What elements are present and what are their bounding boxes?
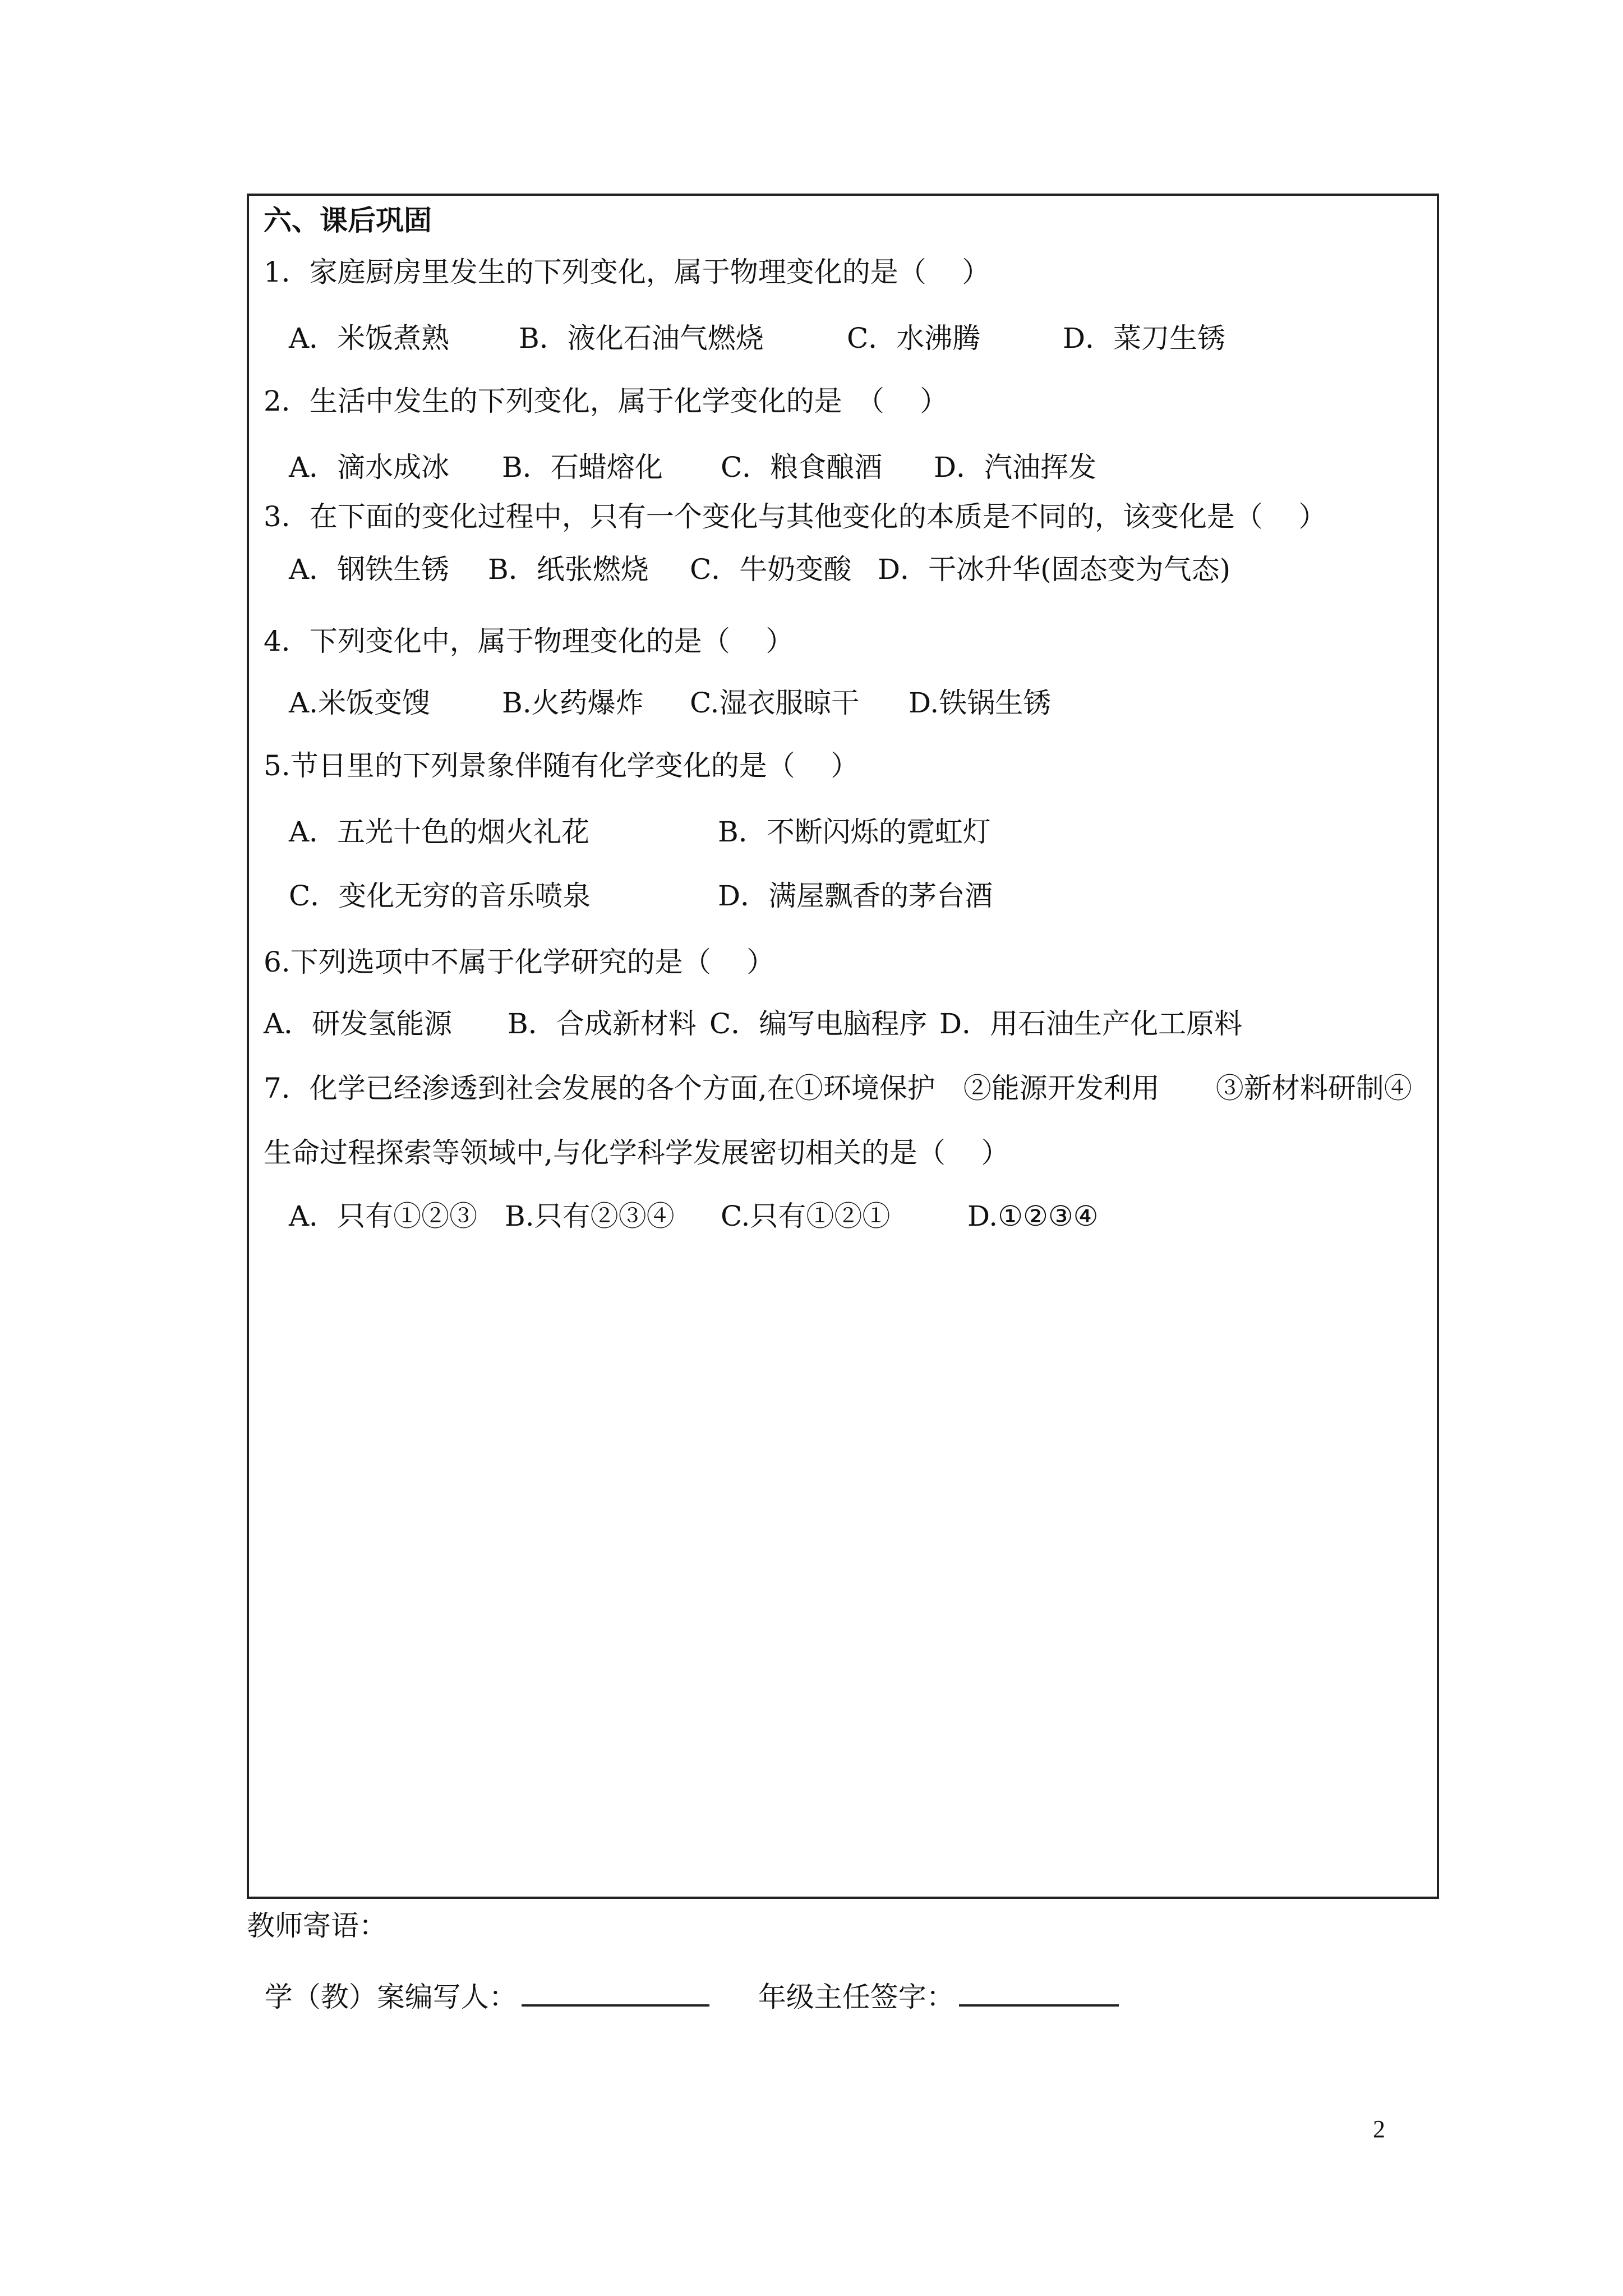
question-3-option-a: A．钢铁生锈 <box>289 553 450 586</box>
question-6-option-a: A．研发氢能源 <box>264 1007 453 1040</box>
page-number: 2 <box>1373 2115 1385 2143</box>
grade-head-signature-line[interactable] <box>959 2002 1119 2007</box>
grade-head-row <box>740 1955 1119 2011</box>
question-5-option-a: A．五光十色的烟火礼花 <box>289 816 590 848</box>
question-4-stem: 4．下列变化中，属于物理变化的是（ ） <box>264 625 794 657</box>
question-5-option-b: B．不断闪烁的霓虹灯 <box>718 816 991 848</box>
teacher-message-label: 教师寄语： <box>247 1910 387 1942</box>
question-2-option-d: D．汽油挥发 <box>934 451 1097 484</box>
question-7-option-d: D.①②③④ <box>967 1200 1099 1232</box>
question-6-option-d: D．用石油生产化工原料 <box>939 1007 1243 1040</box>
question-1-option-a: A．米饭煮熟 <box>289 322 450 355</box>
question-1-option-c: C．水沸腾 <box>847 322 981 355</box>
question-4-option-d: D.铁锅生锈 <box>909 687 1052 719</box>
question-2-option-a: A．滴水成冰 <box>289 451 450 484</box>
writer-row <box>247 1955 709 2011</box>
question-3-option-b: B．纸张燃烧 <box>488 553 649 586</box>
question-1-option-b: B．液化石油气燃烧 <box>519 322 764 355</box>
question-7-option-c: C.只有①②① <box>721 1200 891 1232</box>
writer-label: 学（教）案编写人： <box>264 1981 517 2013</box>
question-2-option-b: B．石蜡熔化 <box>502 451 663 484</box>
question-3-option-d: D．干冰升华(固态变为气态) <box>878 553 1231 586</box>
question-2-stem: 2．生活中发生的下列变化，属于化学变化的是 （ ） <box>264 385 948 417</box>
question-7-stem-line-2: 生命过程探索等领域中,与化学科学发展密切相关的是（ ） <box>264 1137 1009 1169</box>
question-4-option-c: C.湿衣服晾干 <box>690 687 860 719</box>
question-6-stem: 6.下列选项中不属于化学研究的是（ ） <box>264 946 775 978</box>
question-6-option-b: B．合成新材料 <box>508 1007 697 1040</box>
question-3-stem: 3．在下面的变化过程中，只有一个变化与其他变化的本质是不同的，该变化是（ ） <box>264 500 1327 533</box>
question-7-option-b: B.只有②③④ <box>505 1200 675 1232</box>
question-2-option-c: C．粮食酿酒 <box>721 451 883 484</box>
question-6-option-c: C．编写电脑程序 <box>709 1007 928 1040</box>
exercise-box <box>247 194 1439 1899</box>
grade-head-label: 年级主任签字： <box>758 1981 955 2013</box>
question-4-option-b: B.火药爆炸 <box>502 687 644 719</box>
question-4-option-a: A.米饭变馊 <box>289 687 431 719</box>
question-3-option-c: C．牛奶变酸 <box>690 553 852 586</box>
question-5-option-d: D．满屋飘香的茅台酒 <box>718 880 993 912</box>
question-7-option-a: A．只有①②③ <box>289 1200 478 1232</box>
question-1-stem: 1．家庭厨房里发生的下列变化，属于物理变化的是（ ） <box>264 256 990 288</box>
writer-signature-line[interactable] <box>522 2002 709 2007</box>
question-5-option-c: C．变化无穷的音乐喷泉 <box>289 880 591 912</box>
question-7-stem-line-1: 7．化学已经渗透到社会发展的各个方面,在①环境保护 ②能源开发利用 ③新材料研制④ <box>264 1072 1412 1105</box>
question-1-option-d: D．菜刀生锈 <box>1063 322 1226 355</box>
section-title: 六、课后巩固 <box>264 204 432 237</box>
question-5-stem: 5.节日里的下列景象伴随有化学变化的是（ ） <box>264 749 859 782</box>
